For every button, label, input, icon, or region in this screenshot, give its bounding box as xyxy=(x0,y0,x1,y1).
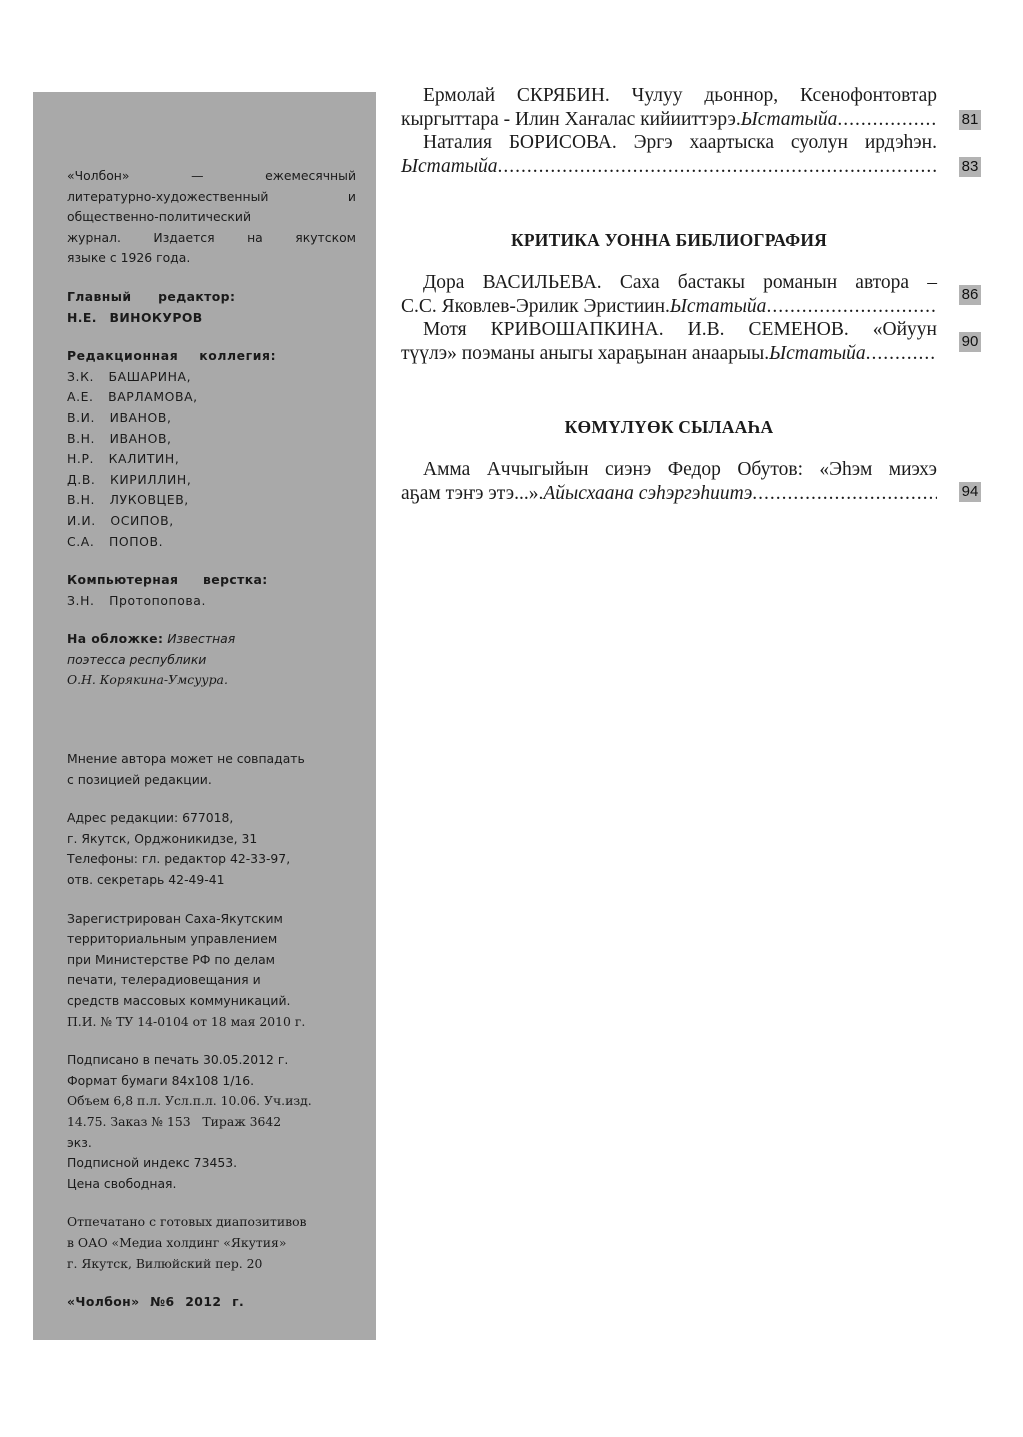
registration-line: печати, телерадиовещания и xyxy=(67,972,261,988)
toc-entry-title: Дора ВАСИЛЬЕВА. Саха бастакы романын автора – xyxy=(423,272,937,293)
toc-entry-genre: Ыстатыйа xyxy=(769,342,866,364)
toc-entry-subtitle: С.С. Яковлев-Эрилик Эристиин. xyxy=(401,295,670,317)
board-member: А.Е. ВАРЛАМОВА, xyxy=(67,389,198,405)
toc-entry xyxy=(401,271,979,318)
layout-label: Компьютерная верстка: xyxy=(67,572,268,588)
opinion-line: с позицией редакции. xyxy=(67,771,212,787)
toc-entry-title: Мотя КРИВОШАПКИНА. И.В. СЕМЕНОВ. «Ойуун xyxy=(423,319,937,340)
imprint-intro-line: языке с 1926 года. xyxy=(67,250,191,266)
opinion-line: Мнение автора может не совпадать xyxy=(67,751,305,767)
layout-credit xyxy=(67,570,356,611)
toc-entry xyxy=(401,458,979,505)
print-line: Объем 6,8 п.л. Усл.п.л. 10.06. Уч.изд. xyxy=(67,1093,312,1109)
page-number-badge: 90 xyxy=(959,332,981,352)
toc-entry-genre: Ыстатыйа xyxy=(401,155,498,177)
chief-editor-block xyxy=(67,287,356,328)
board-member: И.И. ОСИПОВ, xyxy=(67,512,174,528)
printed-line: г. Якутск, Вилюйский пер. 20 xyxy=(67,1255,263,1271)
print-line: Подписной индекс 73453. xyxy=(67,1155,238,1171)
address-line: г. Якутск, Орджоникидзе, 31 xyxy=(67,830,258,846)
cover-credit xyxy=(67,629,356,691)
cover-line: поэтесса республики xyxy=(67,651,207,667)
registration-line: при Министерстве РФ по делам xyxy=(67,951,276,967)
editorial-address xyxy=(67,808,356,890)
section-heading: КӨМҮЛҮӨК СЫЛААҺА xyxy=(564,417,774,437)
toc-entry-title: Наталия БОРИСОВА. Эргэ хаартыска суолун ирдэһэн. xyxy=(423,132,937,153)
imprint-intro-line: литературно-художественный и xyxy=(67,188,356,204)
toc-entry-genre: Ыстатыйа xyxy=(740,108,838,130)
page-number-badge: 83 xyxy=(959,157,981,177)
toc-entry-subtitle: аҕам тэҥэ этэ...». xyxy=(401,482,544,504)
section-heading: КРИТИКА УОННА БИБЛИОГРАФИЯ xyxy=(511,230,827,250)
toc-entry-title: Ермолай СКРЯБИН. Чулуу дьоннор, Ксенофонтовтар xyxy=(423,85,937,106)
board-member: В.И. ИВАНОВ, xyxy=(67,409,172,425)
print-line: 14.75. Заказ № 153 Тираж 3642 xyxy=(67,1113,282,1129)
layout-name: З.Н. Протопопова. xyxy=(67,592,207,608)
board-member: В.Н. ЛУКОВЦЕВ, xyxy=(67,492,189,508)
toc-entry-genre: Ыстатыйа xyxy=(669,295,767,317)
toc-entry-subtitle: түүлэ» поэманы аныгы хараҕынан анаарыы. xyxy=(401,342,770,364)
print-line: Цена свободная. xyxy=(67,1175,177,1191)
print-line: Формат бумаги 84х108 1/16. xyxy=(67,1072,255,1088)
registration-line: территориальным управлением xyxy=(67,931,278,947)
imprint-intro-line: «Чолбон» — ежемесячный xyxy=(67,168,356,183)
chief-editor-label: Главный редактор: xyxy=(67,288,236,304)
address-line: Адрес редакции: 677018, xyxy=(67,810,234,826)
printed-line: Отпечатано с готовых диапозитивов xyxy=(67,1214,307,1230)
registration-note xyxy=(67,909,356,1033)
cover-label: На обложке: xyxy=(67,631,164,647)
print-line: Подписано в печать 30.05.2012 г. xyxy=(67,1052,289,1068)
imprint-intro-line: общественно-политический xyxy=(67,209,251,225)
board-member: Н.Р. КАЛИТИН, xyxy=(67,451,180,467)
print-line: экз. xyxy=(67,1134,92,1150)
editorial-board-label: Редакционная коллегия: xyxy=(67,348,277,364)
toc-entry-subtitle: кыргыттара - Илин Хаҥалас кийииттэрэ. xyxy=(401,108,741,130)
board-member: В.Н. ИВАНОВ, xyxy=(67,430,172,446)
opinion-note xyxy=(67,749,356,790)
cover-line: О.Н. Корякина-Умсуура. xyxy=(67,672,228,688)
toc-entry-title: Амма Аччыгыйын сиэнэ Федор Обутов: «Эһэм миэхэ xyxy=(423,459,937,480)
registration-line: средств массовых коммуникаций. xyxy=(67,993,291,1008)
printed-line: в ОАО «Медиа холдинг «Якутия» xyxy=(67,1234,287,1250)
editorial-board xyxy=(67,346,356,552)
toc-entry xyxy=(401,84,979,131)
address-line: Телефоны: гл. редактор 42-33-97, xyxy=(67,851,291,867)
board-member: Д.В. КИРИЛЛИН, xyxy=(67,471,192,487)
table-of-contents xyxy=(401,84,993,505)
toc-entry xyxy=(401,318,979,365)
issue-label: «Чолбон» №6 2012 г. xyxy=(67,1294,245,1310)
imprint-intro-line: журнал. Издается на якутском xyxy=(67,229,356,245)
page-number-badge: 94 xyxy=(959,482,981,502)
imprint-panel xyxy=(33,92,376,1340)
registration-line: Зарегистрирован Саха-Якутским xyxy=(67,910,283,926)
registration-line: П.И. № ТУ 14-0104 от 18 мая 2010 г. xyxy=(67,1013,306,1029)
toc-entry xyxy=(401,131,979,178)
toc-entry-genre: Айысхаана сэһэргэһиитэ xyxy=(543,482,753,504)
address-line: отв. секретарь 42-49-41 xyxy=(67,872,225,888)
chief-editor-name: Н.Е. ВИНОКУРОВ xyxy=(67,309,203,325)
page-number-badge: 81 xyxy=(959,110,981,130)
cover-line: Известная xyxy=(167,631,236,647)
board-member: З.К. БАШАРИНА, xyxy=(67,368,192,384)
printed-by xyxy=(67,1212,356,1274)
board-member: С.А. ПОПОВ. xyxy=(67,533,164,549)
page-number-badge: 86 xyxy=(959,285,981,305)
print-details xyxy=(67,1050,356,1194)
imprint-intro xyxy=(67,166,356,269)
